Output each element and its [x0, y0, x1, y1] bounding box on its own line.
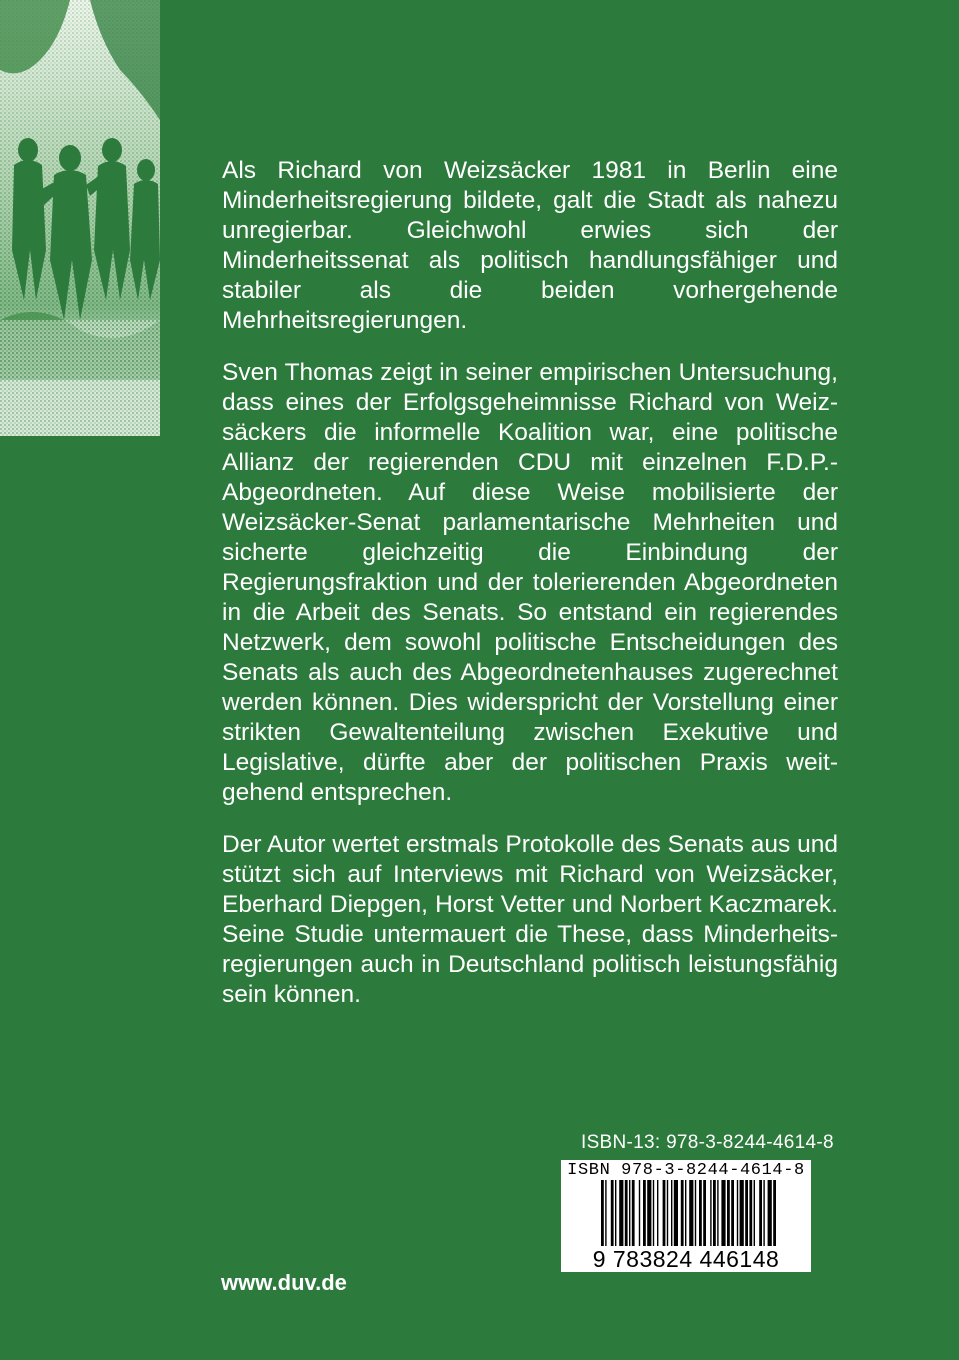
silhouette-group-photo-icon	[0, 0, 160, 436]
blurb-paragraph-1: Als Richard von Weizsäcker 1981 in Berlin eine Minderheitsregierung bildete, galt die Stadt als nahezu unregierbar. Gleichwohl erwies sich der Minderheitssenat als politisch handlungsfähiger und stabiler als die beiden vorhergehende Mehrheitsregierungen.	[222, 157, 838, 334]
blurb-paragraph-2: Sven Thomas zeigt in seiner empirischen Untersuchung, dass eines der Erfolgsgeheimnisse Richard von Weizsäckers die informelle Koalition war, eine politische Allianz der regierenden CDU mit einzelnen F.D.P.-Abgeordneten. Auf diese Weise mobilisierte der Weizsäcker-Senat parlamentarische Mehrheiten und sicherte gleichzeitig die Einbindung der Regierungsfraktion und der tolerierenden Abgeordneten in die Arbeit des Senats. So entstand ein regierendes Netzwerk, dem sowohl politische Entscheidungen des Senats als auch des Abgeordnetenhauses zugerechnet werden können. Dies widerspricht der Vorstellung einer strikten Gewaltenteilung zwischen Exekutive und Legislative, dürfte aber der politischen Praxis weitgehend entsprechen.	[222, 359, 838, 806]
isbn-barcode	[561, 1160, 811, 1272]
barcode-isbn-text: ISBN 978-3-8244-4614-8	[567, 1161, 805, 1180]
barcode-digits: 9 783824 446148	[561, 1246, 811, 1272]
isbn-13-label: ISBN-13: 978-3-8244-4614-8	[581, 1132, 834, 1153]
blurb-paragraph-3: Der Autor wertet erstmals Protokolle des Senats aus und stützt sich auf Interviews mit Richard von Weizsäcker, Eberhard Diepgen, Horst Vetter und Norbert Kaczmarek. Seine Studie untermauert die These, dass Minderheitsregierungen auch in Deutschland politisch leistungsfähig sein können.	[222, 831, 838, 1008]
publisher-url: www.duv.de	[221, 1270, 347, 1295]
cover-photo	[0, 0, 160, 436]
back-cover-blurb	[222, 156, 838, 1032]
